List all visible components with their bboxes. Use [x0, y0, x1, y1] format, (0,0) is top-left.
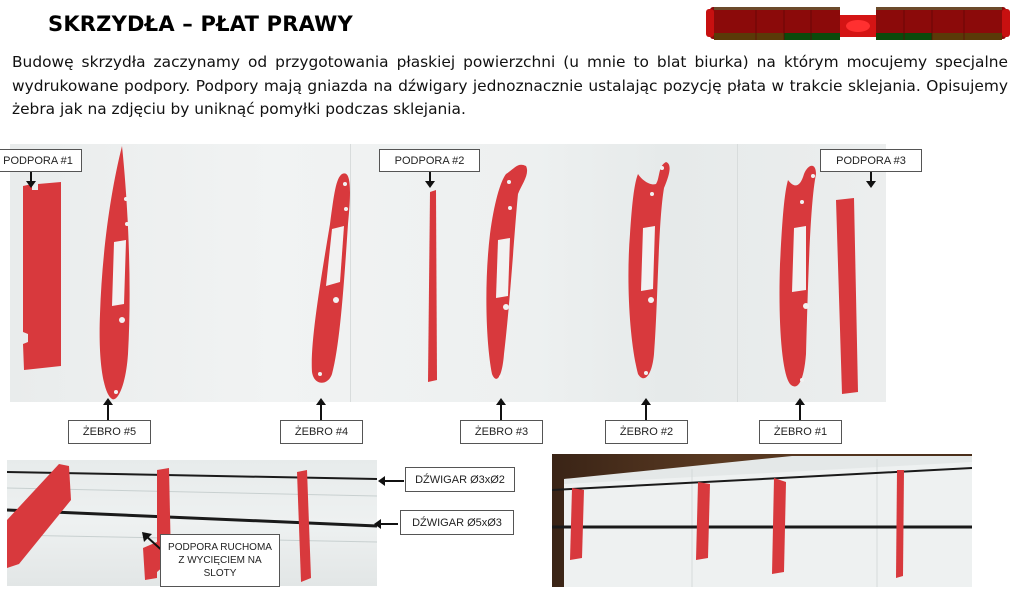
arrow-down-icon [870, 172, 872, 182]
spar-label-2: DŹWIGAR Ø5xØ3 [400, 510, 514, 535]
wing-render-image [706, 5, 1010, 43]
movable-support-label [160, 534, 280, 587]
arrow-up-icon [500, 404, 502, 420]
movable-support-line-3: SLOTY [203, 568, 237, 579]
rib-label-4: ŻEBRO #4 [280, 420, 363, 444]
movable-support-line-2: Z WYCIĘCIEM NA [178, 555, 262, 566]
intro-paragraph: Budowę skrzydła zaczynamy od przygotowania płaskiej powierzchni (u mnie to blat biurka) na którym mocujemy specjalne wydrukowane podpory. Podpory mają gniazda na dźwigary jednoznacznie ustalając pozycję płata w trakcie sklejania. Opisujemy żebra jak na zdjęciu by uniknąć pomyłki podczas sklejania. [12, 53, 1008, 118]
rib-label-2: ŻEBRO #2 [605, 420, 688, 444]
rib-label-1: ŻEBRO #1 [759, 420, 842, 444]
arrow-down-icon [30, 172, 32, 182]
movable-support-line-1: PODPORA RUCHOMA [168, 542, 272, 553]
support-label-1: PODPORA #1 [0, 149, 82, 172]
arrow-up-icon [320, 404, 322, 420]
arrow-up-icon [107, 404, 109, 420]
arrow-left-icon [380, 523, 398, 525]
support-label-3: PODPORA #3 [820, 149, 922, 172]
ribs-layout-photo [10, 144, 886, 402]
arrow-up-icon [799, 404, 801, 420]
support-label-2: PODPORA #2 [379, 149, 480, 172]
rib-label-3: ŻEBRO #3 [460, 420, 543, 444]
page-title: SKRZYDŁA – PŁAT PRAWY [48, 12, 353, 36]
assembled-ribs-photo [552, 454, 972, 587]
arrow-down-icon [429, 172, 431, 182]
arrow-left-icon [384, 480, 404, 482]
arrow-up-icon [645, 404, 647, 420]
rib-label-5: ŻEBRO #5 [68, 420, 151, 444]
spar-label-1: DŹWIGAR Ø3xØ2 [405, 467, 515, 492]
